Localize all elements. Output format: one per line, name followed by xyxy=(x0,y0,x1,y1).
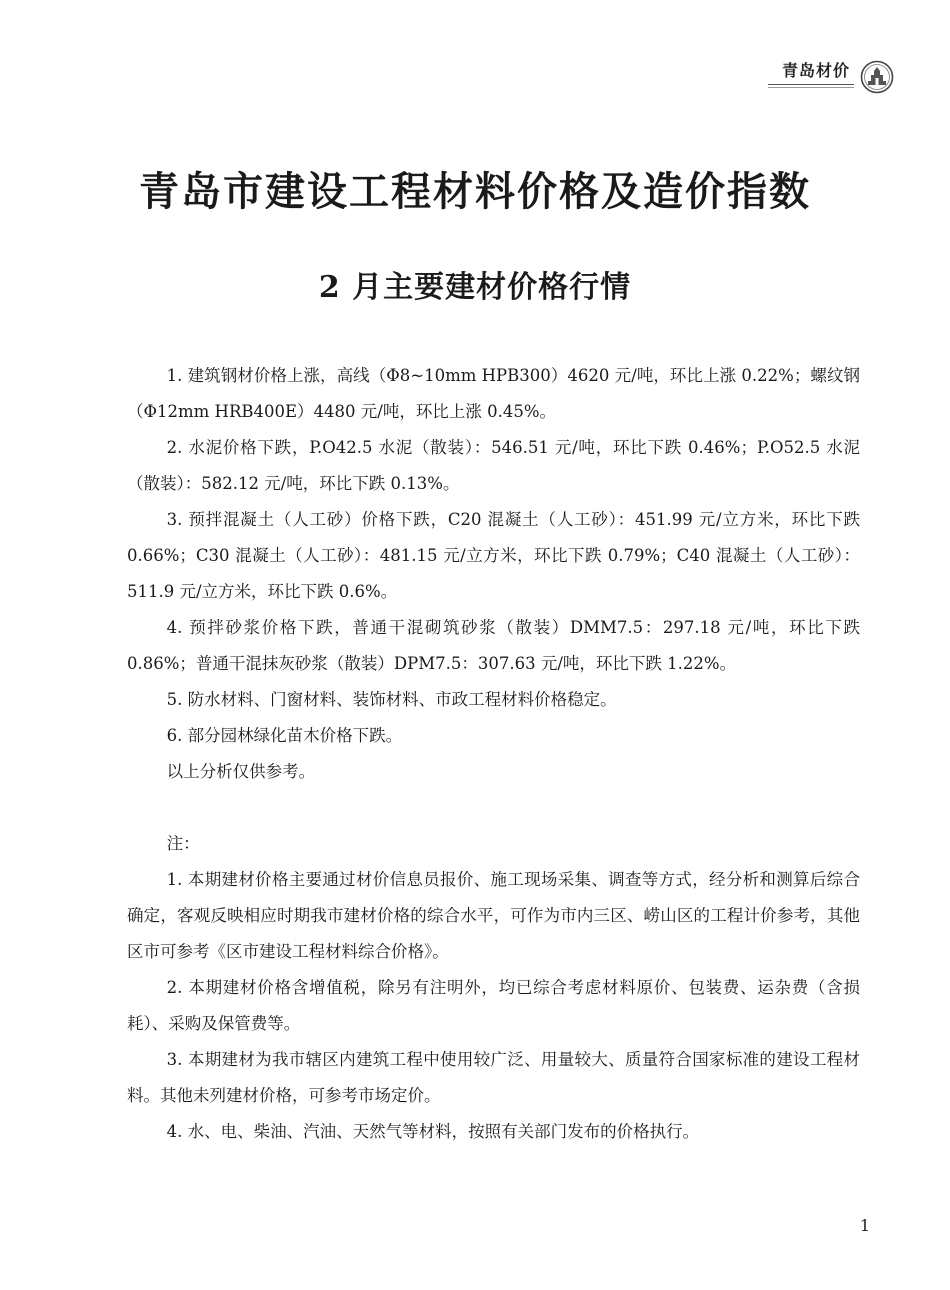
brand-rule xyxy=(768,84,854,85)
summary-item: 6. 部分园林绿化苗木价格下跌。 xyxy=(166,726,403,745)
notes-section xyxy=(127,826,860,1150)
note-item: 3. 本期建材为我市辖区内建筑工程中使用较广泛、用量较大、质量符合国家标准的建设工程材料。其他未列建材价格，可参考市场定价。 xyxy=(127,1050,860,1105)
brand-rule-secondary xyxy=(768,87,854,88)
brand-block xyxy=(768,58,854,88)
summary-item: 4. 预拌砂浆价格下跌，普通干混砌筑砂浆（散装）DMM7.5：297.18 元/吨，环比下跌 0.86%；普通干混抹灰砂浆（散装）DPM7.5：307.63 元/吨，环比下跌 1.22%。 xyxy=(127,618,860,673)
qingdao-emblem-icon xyxy=(860,60,894,94)
note-item: 1. 本期建材价格主要通过材价信息员报价、施工现场采集、调查等方式，经分析和测算后综合确定，客观反映相应时期我市建材价格的综合水平，可作为市内三区、崂山区的工程计价参考，其他区市可参考《区市建设工程材料综合价格》。 xyxy=(127,870,860,961)
summary-disclaimer: 以上分析仅供参考。 xyxy=(166,762,316,781)
summary-item: 1. 建筑钢材价格上涨，高线（Φ8~10mm HPB300）4620 元/吨，环比上涨 0.22%；螺纹钢（Φ12mm HRB400E）4480 元/吨，环比上涨 0.45%。 xyxy=(127,366,860,421)
note-item: 2. 本期建材价格含增值税，除另有注明外，均已综合考虑材料原价、包装费、运杂费（含损耗）、采购及保管费等。 xyxy=(127,978,860,1033)
summary-item: 3. 预拌混凝土（人工砂）价格下跌，C20 混凝土（人工砂）：451.99 元/立方米，环比下跌 0.66%；C30 混凝土（人工砂）：481.15 元/立方米，环比下跌 0.79%；C40 混凝土（人工砂）：511.9 元/立方米，环比下跌 0.6%。 xyxy=(127,510,860,601)
note-item: 4. 水、电、柴油、汽油、天然气等材料，按照有关部门发布的价格执行。 xyxy=(166,1122,700,1141)
page-number: 1 xyxy=(859,1216,870,1235)
summary-item: 2. 水泥价格下跌，P.O42.5 水泥（散装）：546.51 元/吨，环比下跌 0.46%；P.O52.5 水泥（散装）：582.12 元/吨，环比下跌 0.13%。 xyxy=(127,438,860,493)
market-summary xyxy=(127,358,860,790)
summary-item: 5. 防水材料、门窗材料、装饰材料、市政工程材料价格稳定。 xyxy=(166,690,617,709)
page-title: 青岛市建设工程材料价格及造价指数 xyxy=(139,169,811,215)
brand-title: 青岛材价 xyxy=(781,61,850,80)
page-subtitle: 2 月主要建材价格行情 xyxy=(318,270,632,305)
notes-heading: 注： xyxy=(166,834,200,853)
header-brand xyxy=(768,58,894,88)
